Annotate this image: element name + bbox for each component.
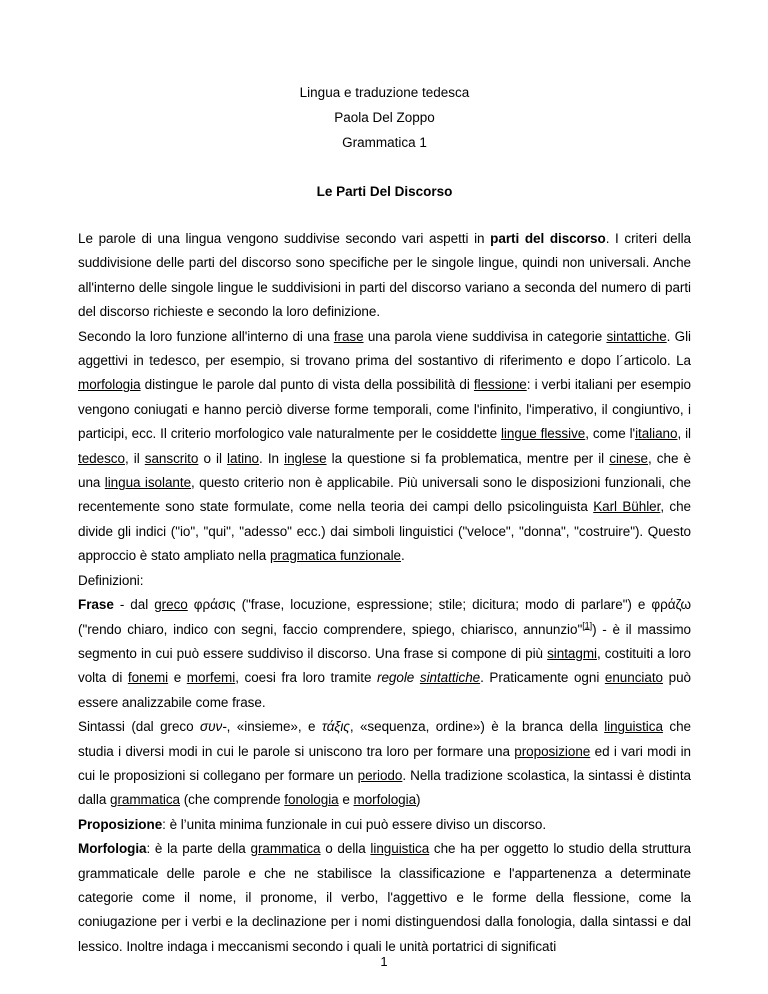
text-run: (che comprende — [180, 792, 285, 808]
document-page — [78, 80, 691, 959]
text-run: . I criteri della suddivisione delle parti del discorso sono specifiche per le singole lingue, quindi non universali. Anche all'interno delle singole lingue le suddivisioni in parti del discorso variano a seconda del numero di parti del discorso richieste e secondo la loro definizione. — [78, 231, 691, 320]
text-run: , il — [124, 450, 145, 466]
text-run: ) — [416, 792, 421, 808]
text-run: φράσις ("frase, locuzione, espressione; stile; dicitura; modo di parlare") e φράζω ("rendo chiaro, indico con segni, faccio comprendere, spiego, chiarisco, annunzio" — [78, 597, 691, 637]
paragraph-intro — [78, 227, 691, 325]
text-run: : è l’unita minima funzionale in cui può essere diviso un discorso. — [162, 816, 547, 832]
link-sintagmi[interactable]: sintagmi — [547, 645, 597, 661]
text-run: . Nella tradizione scolastica, la sintassi è distinta dalla — [78, 767, 691, 808]
text-run: e — [168, 670, 187, 686]
text-run: Le parole di una lingua vengono suddivise secondo vari aspetti in — [78, 231, 491, 246]
link-morfemi[interactable]: morfemi — [186, 670, 236, 686]
term-morfologia: Morfologia — [78, 841, 147, 857]
link-periodo[interactable]: periodo — [357, 767, 403, 783]
definitions-label: Definizioni: — [78, 572, 144, 588]
bold-term: parti del discorso — [490, 231, 606, 246]
text-run: : i verbi italiani per esempio vengono coniugati e hanno perciò diverse forme temporali, come l'infinito, l'imperativo, il congiuntivo, i participi, ecc. Il criterio morfologico vale naturalmente per le cosiddette — [78, 377, 691, 442]
section-title: Le Parti Del Discorso — [316, 184, 453, 199]
paragraph-functions — [78, 325, 691, 569]
text-run: , coesi fra loro tramite — [235, 670, 378, 686]
text-run: , costituiti a loro volta di — [78, 645, 692, 686]
link-latino[interactable]: latino — [227, 450, 260, 466]
link-morfologia[interactable]: morfologia — [78, 377, 141, 393]
greek-syn: συν- — [200, 719, 227, 735]
link-frase[interactable]: frase — [333, 328, 364, 344]
link-sanscrito[interactable]: sanscrito — [144, 450, 199, 466]
text-run: , «sequenza, ordine») è la branca della — [349, 719, 605, 735]
text-run: . Gli aggettivi in tedesco, per esempio, si trovano prima del sostantivo di riferimento e dopo l´articolo. La — [78, 328, 691, 369]
text-run: ed i vari modi in cui le proposizioni si collegano per formare un — [78, 743, 691, 783]
link-italiano[interactable]: italiano — [635, 426, 678, 442]
link-karl-buhler[interactable]: Karl Bühler — [593, 499, 661, 515]
link-fonologia[interactable]: fonologia — [284, 792, 339, 808]
text-run: , «insieme», e — [226, 719, 322, 735]
text-run: o della — [320, 841, 371, 857]
definition-frase — [78, 593, 691, 715]
text-run: Sintassi (dal greco — [78, 719, 201, 735]
link-linguistica-2[interactable]: linguistica — [370, 841, 430, 857]
link-flessione[interactable]: flessione — [473, 377, 527, 393]
text-run: una parola viene suddivisa in categorie — [363, 328, 607, 344]
text-run: e — [338, 792, 354, 808]
text-run: distingue le parole dal punto di vista della possibilità di — [140, 377, 474, 393]
body-text — [78, 227, 691, 959]
text-run: , come l' — [585, 426, 636, 442]
text-run: può essere analizzabile come frase. — [78, 670, 691, 710]
link-enunciato[interactable]: enunciato — [604, 670, 663, 686]
term-proposizione: Proposizione — [78, 816, 163, 832]
link-greco[interactable]: greco — [154, 597, 188, 613]
link-proposizione[interactable]: proposizione — [514, 743, 591, 759]
link-cinese[interactable]: cinese — [609, 450, 648, 466]
text-run: : è la parte della — [146, 841, 251, 857]
text-run: - dal — [113, 597, 155, 613]
link-sintattiche-italic[interactable]: sintattiche — [419, 670, 481, 686]
text-run: . — [401, 548, 405, 564]
italic-regole: regole — [377, 670, 420, 686]
text-run: , il — [677, 426, 691, 442]
link-linguistica[interactable]: linguistica — [604, 719, 663, 735]
text-run: o il — [198, 450, 228, 466]
text-run: Secondo la loro funzione all'interno di una — [78, 328, 334, 344]
link-grammatica[interactable]: grammatica — [109, 792, 181, 808]
term-frase: Frase — [78, 597, 114, 613]
link-grammatica-2[interactable]: grammatica — [250, 841, 321, 857]
text-run: , che è una — [78, 450, 691, 491]
link-pragmatica-funzionale[interactable]: pragmatica funzionale — [269, 548, 401, 564]
link-fonemi[interactable]: fonemi — [127, 670, 169, 686]
document-subtitle: Grammatica 1 — [342, 135, 427, 150]
text-run: , che divide gli indici ("io", "qui", "adesso" ecc.) dai simboli linguistici ("veloce", "donna", "costruire"). Questo approccio è stato ampliato nella — [78, 499, 691, 564]
course-title: Lingua e traduzione tedesca — [299, 85, 470, 100]
footnote-ref[interactable]: [1] — [582, 620, 593, 630]
link-inglese[interactable]: inglese — [284, 450, 327, 466]
definition-sintassi — [78, 715, 691, 813]
definition-proposizione — [78, 813, 691, 837]
text-run: . In — [259, 450, 285, 466]
link-tedesco[interactable]: tedesco — [78, 450, 125, 466]
page-number: 1 — [380, 954, 388, 969]
text-run: che ha per oggetto lo studio della struttura grammaticale delle parole e che ne stabilisce la classificazione e l'appartenenza a determinate categorie come il nome, il pronome, il verbo, l'aggettivo e le forme della flessione, come la coniugazione per i verbi e la declinazione per i nomi distinguendosi dalla fonologia, dalla sintassi e dal lessico. Inoltre indaga i meccanismi secondo i quali le unità portatrici di significati — [78, 841, 691, 954]
text-run: ) - è il massimo segmento in cui può essere suddiviso il discorso. Una frase si compone di più — [78, 621, 691, 661]
link-morfologia-2[interactable]: morfologia — [353, 792, 417, 808]
author-name: Paola Del Zoppo — [334, 110, 435, 125]
link-lingue-flessive[interactable]: lingue flessive — [500, 426, 586, 442]
text-run: la questione si fa problematica, mentre per il — [326, 450, 610, 466]
definition-morfologia — [78, 837, 691, 959]
text-run: che studia i diversi modi in cui le parole si uniscono tra loro per formare una — [78, 719, 691, 759]
greek-taxis: τάξις — [321, 719, 350, 735]
link-sintattiche[interactable]: sintattiche — [606, 328, 667, 344]
text-run: . Praticamente ogni — [480, 670, 605, 686]
link-lingua-isolante[interactable]: lingua isolante — [104, 475, 192, 491]
text-run: , questo criterio non è applicabile. Più universali sono le disposizioni funzionali, che recentemente sono state formulate, come nella teoria dei campi dello psicolinguista — [78, 475, 692, 515]
